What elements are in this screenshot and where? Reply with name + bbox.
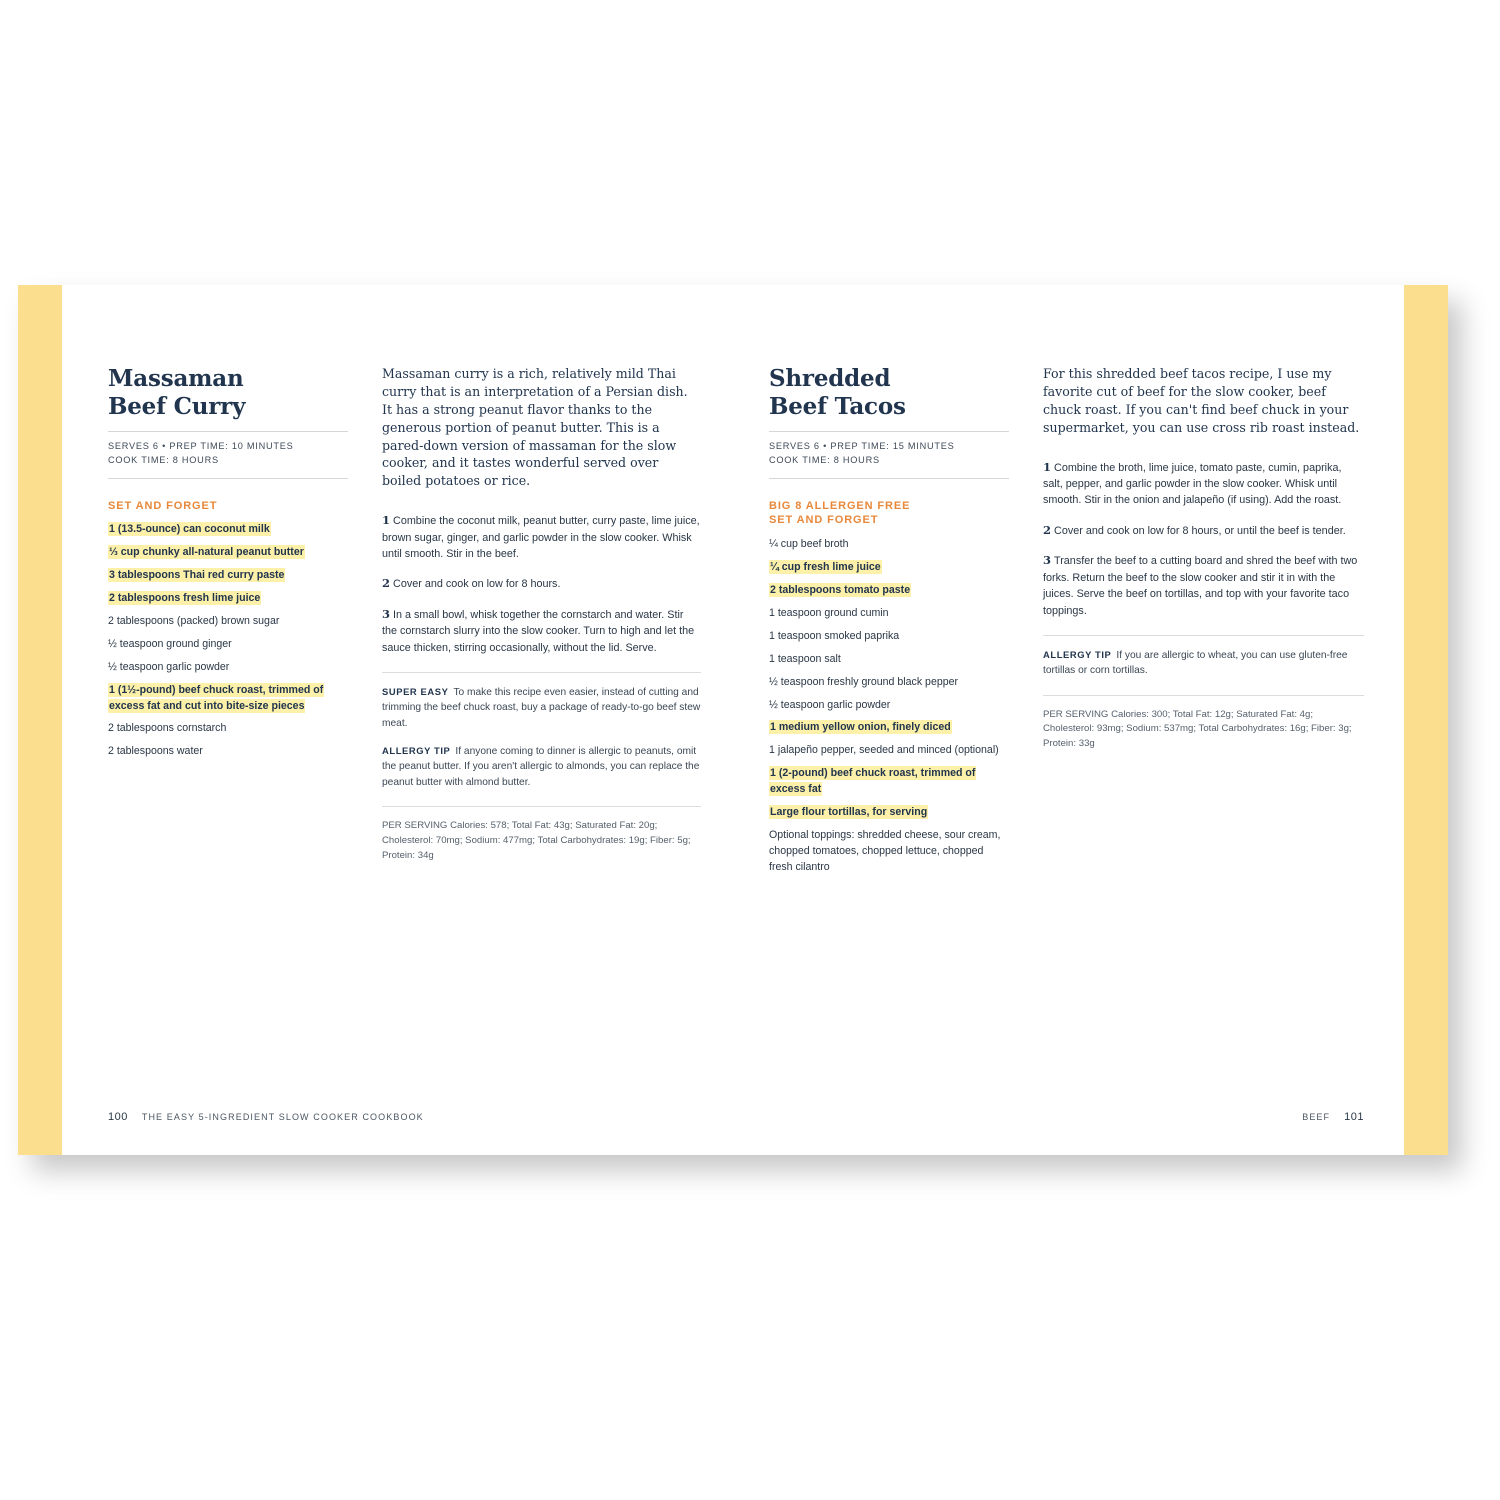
recipe-step: [1043, 552, 1364, 619]
recipe-left-meta-line1: SERVES 6 • PREP TIME: 10 MINUTES: [108, 441, 294, 452]
recipe-tip: [1043, 648, 1364, 679]
step-text: In a small bowl, whisk together the cornstarch and water. Stir the cornstarch slurry into the slow cooker. Turn to high and let the sauce thicken, stirring occasionally, without the lid. Serve.: [382, 608, 695, 654]
recipe-right-intro: For this shredded beef tacos recipe, I use my favorite cut of beef for the slow cooker, beef chuck roast. If you can't find beef chuck in your supermarket, you can use cross rib roast instead.: [1043, 366, 1360, 435]
recipe-left-meta: [108, 439, 348, 468]
recipe-left-ingredients-column: [108, 365, 348, 1115]
list-item: [769, 766, 1009, 798]
list-item: ½ teaspoon ground ginger: [108, 637, 232, 650]
ingredient-text: 1 (13.5-ounce) can coconut milk: [109, 523, 270, 536]
list-item: [108, 683, 348, 715]
tip-text: If you are allergic to wheat, you can use gluten-free tortillas or corn tortillas.: [1043, 649, 1348, 677]
recipe-right-title-line1: Shredded: [769, 365, 891, 392]
list-item: 2 tablespoons (packed) brown sugar: [108, 615, 280, 627]
recipe-left-meta-line2: COOK TIME: 8 HOURS: [108, 455, 219, 466]
recipe-left-ingredient-list: [108, 522, 348, 760]
tip-label: SUPER EASY: [382, 686, 449, 698]
list-item: Optional toppings: shredded cheese, sour cream, chopped tomatoes, chopped lettuce, chopped fresh cilantro: [769, 828, 1001, 873]
ingredient-text: 1 (1½-pound) beef chuck roast, trimmed of excess fat and cut into bite-size pieces: [109, 683, 324, 712]
list-item: ½ teaspoon garlic powder: [769, 698, 891, 711]
recipe-right-meta: [769, 439, 1009, 468]
ingredient-text: 3 tablespoons Thai red curry paste: [109, 569, 285, 582]
tip-label: ALLERGY TIP: [1043, 648, 1112, 660]
book-pages: [62, 285, 1404, 1155]
open-book: [18, 285, 1448, 1155]
divider: [1043, 635, 1364, 636]
recipe-left-title-line2: Beef Curry: [108, 393, 246, 421]
divider: [769, 478, 1009, 479]
list-item: ½ teaspoon freshly ground black pepper: [769, 675, 959, 688]
step-number: 3: [1043, 553, 1052, 568]
recipe-right-steps: [1043, 459, 1364, 619]
recipe-right-ingredient-list: [769, 537, 1009, 875]
step-text: Transfer the beef to a cutting board and shred the beef with two forks. Return the beef to the slow cooker and stir it in with the juices. Serve the beef on tortillas, and top with your favorite taco toppings.: [1043, 555, 1358, 617]
ingredient-text: 1 medium yellow onion, finely diced: [770, 721, 951, 734]
list-item: [108, 568, 348, 584]
recipe-tip: [382, 685, 701, 731]
chapter-title-footer: BEEF: [1302, 1112, 1331, 1122]
recipe-right-nutrition: PER SERVING Calories: 300; Total Fat: 12g; Saturated Fat: 4g; Cholesterol: 93mg; Sodium: 537mg; Total Carbohydrates: 16g; Fiber: 3g; Protein: 33g: [1043, 708, 1352, 750]
list-item: 1 jalapeño pepper, seeded and minced (optional): [769, 744, 999, 757]
list-item: 2 tablespoons water: [108, 745, 203, 758]
list-item: ½ teaspoon garlic powder: [108, 660, 230, 673]
divider: [382, 806, 701, 807]
list-item: 1 teaspoon ground cumin: [769, 606, 889, 619]
recipe-left-title: [108, 365, 348, 421]
recipe-left-body-column: [382, 365, 701, 1115]
recipe-right-meta-line1: SERVES 6 • PREP TIME: 15 MINUTES: [769, 441, 955, 452]
divider: [769, 431, 1009, 432]
list-item: [108, 545, 348, 561]
recipe-step: [1043, 459, 1364, 509]
book-edge-left: [18, 285, 62, 1155]
divider: [1043, 695, 1364, 696]
recipe-right-meta-line2: COOK TIME: 8 HOURS: [769, 455, 880, 466]
divider: [108, 431, 348, 432]
recipe-left-intro: Massaman curry is a rich, relatively mild Thai curry that is an interpretation of a Persian dish. It has a strong peanut flavor thanks to the generous portion of peanut butter. This is a pared-down version of massaman for the slow cooker, and it tastes wonderful served over boiled potatoes or rice.: [382, 366, 688, 489]
step-number: 2: [382, 576, 391, 591]
step-number: 1: [1043, 459, 1052, 474]
list-item: 1 teaspoon salt: [769, 652, 841, 665]
ingredient-text: 2 tablespoons tomato paste: [770, 584, 911, 597]
book-edge-right: [1404, 285, 1448, 1155]
ingredient-text: Large flour tortillas, for serving: [770, 805, 928, 818]
recipe-left-section-label: SET AND FORGET: [108, 499, 218, 512]
page-number-left: 100: [108, 1111, 128, 1123]
ingredient-text: ⅓ cup chunky all-natural peanut butter: [109, 546, 304, 559]
list-item: 2 tablespoons cornstarch: [108, 722, 227, 735]
divider: [108, 478, 348, 479]
tip-text: If anyone coming to dinner is allergic to peanuts, omit the peanut butter. If you aren't allergic to almonds, you can replace the peanut butter with almond butter.: [382, 746, 700, 788]
list-item: [769, 720, 1009, 736]
recipe-right-title: [769, 365, 1009, 421]
recipe-right-body-column: [1043, 365, 1364, 1115]
recipe-left-nutrition: PER SERVING Calories: 578; Total Fat: 43g; Saturated Fat: 20g; Cholesterol: 70mg; Sodium: 477mg; Total Carbohydrates: 19g; Fiber: 5g; Protein: 34g: [382, 819, 691, 861]
recipe-tip: [382, 744, 701, 790]
list-item: [108, 591, 348, 607]
ingredient-text: ¼ cup fresh lime juice: [770, 561, 881, 574]
step-number: 2: [1043, 522, 1052, 537]
recipe-right-section-label-line2: SET AND FORGET: [769, 514, 879, 527]
recipe-right-section-label: [769, 499, 1009, 529]
list-item: [769, 560, 1009, 576]
list-item: 1 teaspoon smoked paprika: [769, 629, 900, 642]
page-right-footer: [779, 1111, 1364, 1123]
page-left: [62, 285, 733, 1155]
recipe-right-title-line2: Beef Tacos: [769, 393, 906, 421]
ingredient-text: 1 (2-pound) beef chuck roast, trimmed of excess fat: [770, 767, 976, 796]
ingredient-text: 2 tablespoons fresh lime juice: [109, 592, 261, 605]
list-item: [108, 522, 348, 538]
step-text: Combine the broth, lime juice, tomato paste, cumin, paprika, salt, pepper, and garlic powder in the slow cooker. Whisk until smooth. Stir in the onion and jalapeño (if using). Add the roast.: [1043, 461, 1342, 507]
divider: [382, 672, 701, 673]
list-item: [769, 583, 1009, 599]
recipe-right-ingredients-column: [769, 365, 1009, 1115]
page-right: [733, 285, 1404, 1155]
recipe-right-section-label-line1: BIG 8 ALLERGEN FREE: [769, 499, 911, 512]
recipe-left-title-line1: Massaman: [108, 365, 244, 392]
recipe-step: [382, 575, 701, 592]
recipe-step: [1043, 522, 1364, 539]
recipe-step: [382, 606, 701, 656]
page-number-right: 101: [1344, 1111, 1364, 1123]
tip-text: To make this recipe even easier, instead of cutting and trimming the beef chuck roast, buy a package of ready-to-go beef stew meat.: [382, 687, 701, 729]
list-item: ¼ cup beef broth: [769, 538, 849, 551]
step-text: Cover and cook on low for 8 hours, or until the beef is tender.: [1054, 524, 1346, 537]
step-number: 1: [382, 513, 391, 528]
step-text: Cover and cook on low for 8 hours.: [393, 578, 561, 591]
book-title-footer: THE EASY 5-INGREDIENT SLOW COOKER COOKBOOK: [141, 1112, 424, 1122]
step-text: Combine the coconut milk, peanut butter, curry paste, lime juice, brown sugar, ginger, and garlic powder in the slow cooker. Whisk until smooth. Stir in the beef.: [382, 515, 700, 560]
recipe-step: [382, 512, 701, 562]
recipe-left-steps: [382, 512, 701, 656]
tip-label: ALLERGY TIP: [382, 745, 451, 757]
list-item: [769, 805, 1009, 821]
step-number: 3: [382, 606, 391, 621]
page-left-footer: [108, 1111, 693, 1123]
